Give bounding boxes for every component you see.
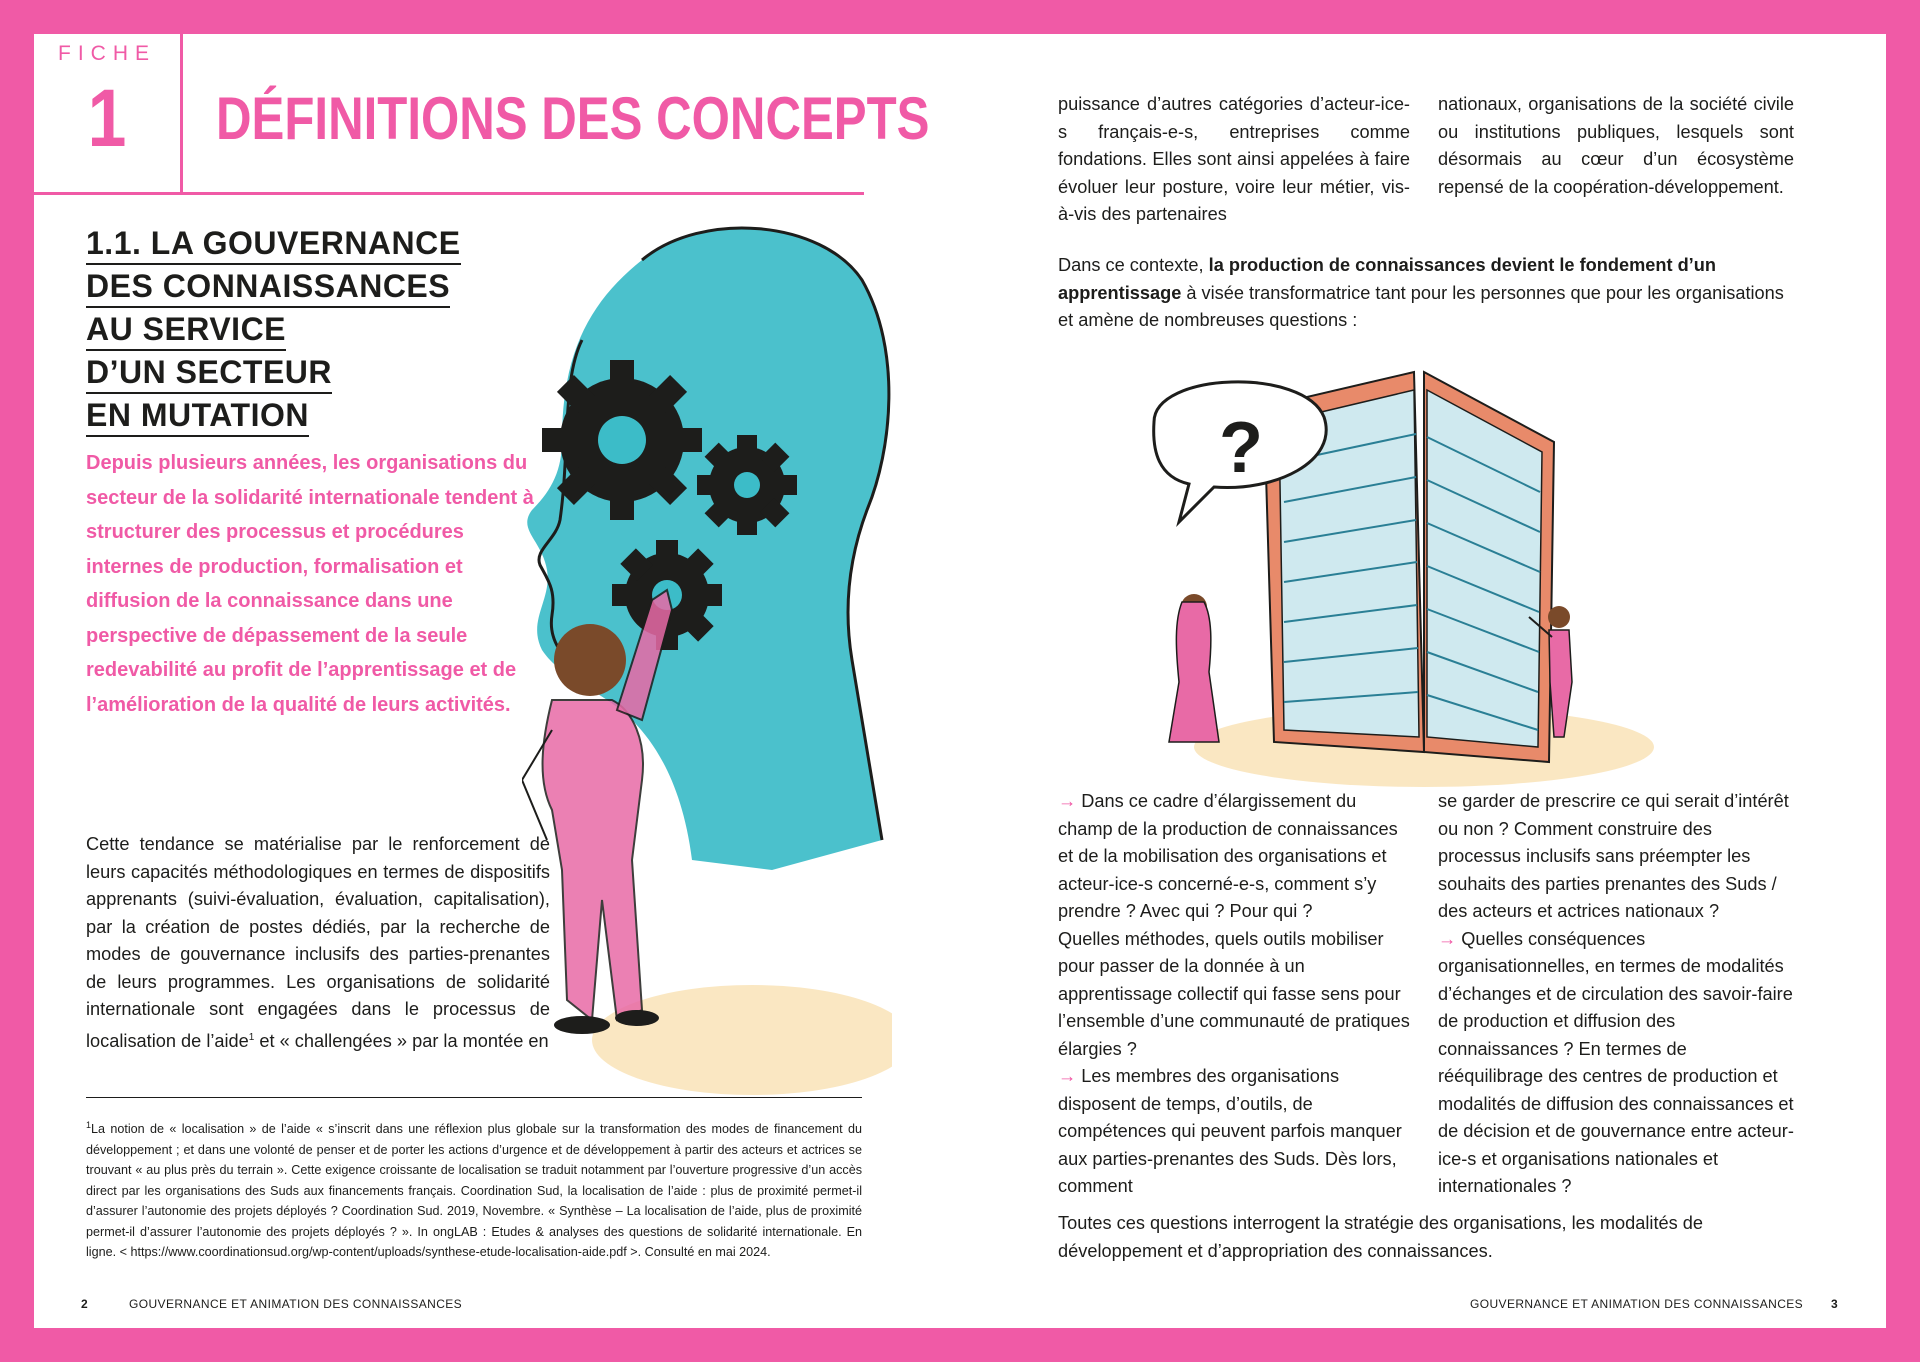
section-title-line: DES CONNAISSANCES — [86, 266, 450, 308]
body-text: Cette tendance se matérialise par le renforcement de leurs capacités méthodologiques en termes de dispositifs apprenants (suivi-évaluation, évaluation, capitalisation), par la création de postes dédiés, par la recherche de modes de gouvernance inclusifs des parties-prenantes de leurs programmes. Les organisations de solidarité internationale sont engagées dans le processus de localisation de l’aide — [86, 834, 550, 1051]
context-text: à visée transformatrice tant pour les personnes que pour les organisations et amène de nombreuses questions : — [1058, 282, 1784, 330]
context-text: Dans ce contexte, — [1058, 255, 1209, 275]
running-footer-right: GOUVERNANCE ET ANIMATION DES CONNAISSANCES — [1470, 1297, 1804, 1311]
context-bold: la production de connaissances devient le fondement d’un apprentissage — [1058, 255, 1716, 303]
section-title-line: AU SERVICE — [86, 309, 286, 351]
footnote-text: La notion de « localisation » de l’aide « s’inscrit dans une réflexion plus globale sur la transformation des modes de financement du développement ; et dans une volonté de penser et de porter les actions d’urgence et de développement à partir des acteurs et actrices se trouvant « au plus près du terrain ». Cette exigence croissante de localisation se traduit notamment par l’ouverture progressive d’un accès direct par les organisations des Suds aux financements français. Coordination Sud, la localisation de l’aide : plus de proximité permet-il d’assurer l’autonomie des projets déployés ? Coordination Sud. 2019, Novembre. « Synthèse – La localisation de l’aide, plus de proximité permet-il d’assurer l’autonomie des projets déployés ? ». In ongLAB : Etudes & analyses des questions de solidarité internationale. En ligne. < https://www.coordinationsud.org/wp-content/uploads/synthese-etude-localisation-aide.pdf >. Consulté en mai 2024. — [86, 1122, 862, 1260]
arrow-icon: → — [1058, 791, 1077, 811]
question-mark: ? — [1219, 408, 1263, 488]
body-paragraph — [86, 831, 550, 1055]
document-spread — [34, 34, 1886, 1328]
section-title-line: 1.1. LA GOUVERNANCE — [86, 223, 461, 265]
book-library-illustration — [1124, 352, 1684, 792]
question-item — [1058, 1063, 1410, 1201]
section-title-line: D’UN SECTEUR — [86, 352, 332, 394]
page-number-right: 3 — [1831, 1297, 1839, 1311]
questions-column-2 — [1438, 788, 1794, 1201]
page-title: DÉFINITIONS DES CONCEPTS — [216, 85, 930, 152]
footnote — [86, 1115, 862, 1263]
body-column-2: nationaux, organisations de la société civile ou institutions publiques, lesquels sont désormais au cœur d’un écosystème repensé de la coopération-développement. — [1438, 94, 1794, 197]
fiche-label: FICHE — [58, 42, 156, 65]
question-item — [1058, 788, 1410, 926]
arrow-icon: → — [1438, 928, 1457, 949]
question-text: Dans ce cadre d’élargissement du champ de la production de connaissances et de la mobilisation des organisations et acteur-ice-s concerné-e-s, comment s’y prendre ? Avec qui ? Pour qui ? — [1058, 791, 1398, 921]
section-title-line: EN MUTATION — [86, 395, 309, 437]
page-number-left: 2 — [81, 1297, 89, 1311]
questions-column-1 — [1058, 788, 1410, 1201]
footnote-rule — [86, 1097, 862, 1098]
question-item: se garder de prescrire ce qui serait d’intérêt ou non ? Comment construire des processus inclusifs sans préempter les souhaits des parties prenantes des Suds / des acteurs et actrices nationaux ? — [1438, 791, 1789, 921]
head-gears-illustration — [522, 220, 892, 1110]
question-item: Quelles méthodes, quels outils mobiliser pour passer de la donnée à un apprentissage collectif qui fasse sens pour l’ensemble d’une communauté de pratiques élargies ? — [1058, 928, 1410, 1059]
footnote-number: 1 — [86, 1120, 92, 1130]
gear-icon — [697, 435, 797, 535]
question-text: Les membres des organisations disposent de temps, d’outils, de compétences qui peuvent parfois manquer aux parties-prenantes des Suds. Dès lors, comment — [1058, 1066, 1402, 1196]
intro-paragraph: Depuis plusieurs années, les organisations du secteur de la solidarité internationale tendent à structurer des processus et procédures internes de production, formalisation et diffusion de la connaissance dans une perspective de dépassement de la seule redevabilité au profit de l’apprentissage et de l’amélioration de la qualité de leurs activités. — [86, 452, 534, 716]
section-title — [86, 222, 506, 437]
arrow-icon: → — [1058, 1066, 1077, 1086]
question-item — [1438, 926, 1794, 1201]
footnote-ref: 1 — [248, 1031, 255, 1043]
fiche-number: 1 — [87, 73, 127, 164]
header-rule — [34, 192, 864, 195]
running-footer-left: GOUVERNANCE ET ANIMATION DES CONNAISSANCES — [129, 1297, 463, 1311]
question-text: Quelles conséquences organisationnelles, en termes de modalités d’échanges et de circulation des savoir-faire de production et diffusion des connaissances ? En termes de rééquilibrage des centres de production et modalités de diffusion des connaissances et de décision et de gouvernance entre acteur-ice-s et organisations nationales et internationales ? — [1438, 928, 1794, 1196]
context-paragraph — [1058, 252, 1794, 335]
body-column-1: puissance d’autres catégories d’acteur-ice-s français-e-s, entreprises comme fondations. Elles sont ainsi appelées à faire évoluer leur posture, voire leur métier, vis-à-vis des partenaires — [1058, 94, 1410, 224]
woman-figure — [1169, 594, 1219, 742]
gear-icon — [542, 360, 702, 520]
conclusion-paragraph: Toutes ces questions interrogent la stratégie des organisations, les modalités de développement et d’appropriation des connaissances. — [1058, 1213, 1704, 1261]
body-text: et « challengées » par la montée en — [254, 1030, 549, 1051]
